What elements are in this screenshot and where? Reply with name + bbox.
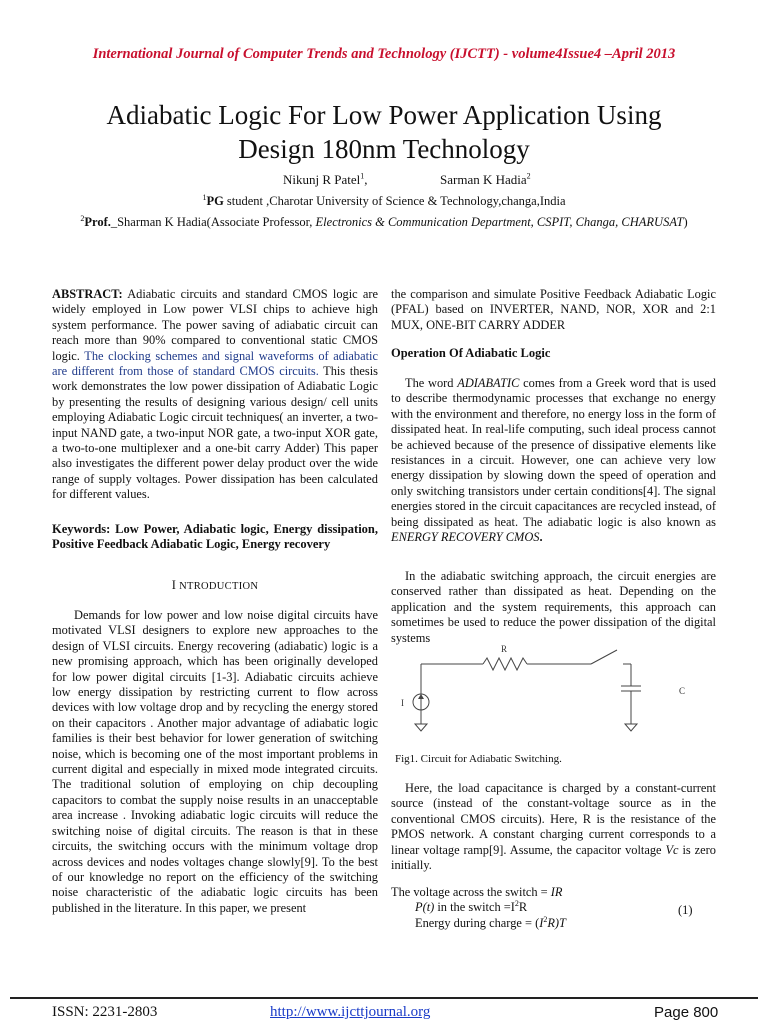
footer-issn: ISSN: 2231-2803: [52, 1004, 158, 1020]
adiabatic-switching-text: In the adiabatic switching approach, the circuit energies are conserved rather than dissipated as heat. Depending on the application and the system requirements, this approach can sometimes be used to reduce the power dissipation of the digital systems: [391, 569, 716, 645]
equation-line-1: The voltage across the switch = IR: [391, 885, 563, 899]
figure-caption: Fig1. Circuit for Adiabatic Switching.: [395, 753, 562, 765]
title-line-1: Adiabatic Logic For Low Power Application Using: [106, 100, 662, 130]
footer-page-number: Page 800: [654, 1004, 719, 1021]
load-capacitance-text: Here, the load capacitance is charged by a constant-current source (instead of the constant-voltage source as in the conventional CMOS circuits). Here, R is the resistance of the PMOS network. A constant charging current corresponds to a linear voltage ramp[9]. Assume, the capacitor voltage Vc is zero initially.: [391, 781, 716, 873]
right-intro-continuation: the comparison and simulate Positive Feedback Adiabatic Logic (PFAL) based on INVERTER, NAND, NOR, XOR and 2:1 MUX, ONE-BIT CARRY ADDER: [391, 287, 716, 332]
introduction-text: Demands for low power and low noise digital circuits have motivated VLSI designers to explore new approaches to the design of VLSI circuits. Energy recovering (adiabatic) logic is a new promising approach, which has been originally developed for low power digital circuits [1-3]. Adiabatic circuits achieve low energy dissipation by restricting current to flow across devices with low voltage drop and by recycling the energy stored on their capacitors . Another major advantage of adiabatic logic families is their best behavior for lower generation of switching noise, which is becoming one of the most important problems in current digital and especially in mixed mode integrated circuits. The traditional solution of employing on chip decoupling capacitors to combat the supply noise results in an unacceptable area increase . Invoking adiabatic logic circuits will reduce the switching noise of digital circuits. The reason is that in these circuits, the switching occurs with the minimum voltage drop across devices and nodes voltages change slowly[9]. To the best of our knowledge no report on the efficiency of the switching noise characteristic of the adiabatic logic circuits has been published in the literature. In this paper, we present: [52, 608, 378, 915]
current-label: I: [401, 698, 404, 708]
section-heading-introduction: I NTRODUCTION: [171, 578, 259, 592]
abstract-label: ABSTRACT:: [52, 287, 123, 301]
resistor-label: R: [501, 644, 508, 654]
resistor-symbol: [483, 658, 527, 670]
equation-line-2: P(t) in the switch $=I^2R$: [415, 899, 528, 915]
title-line-2: Design 180nm Technology: [238, 134, 530, 164]
equation-block: [391, 885, 711, 931]
paper-title: [20, 98, 748, 166]
footer-journal-link[interactable]: http://www.ijcttjournal.org: [270, 1004, 431, 1020]
equation-number: (1): [678, 903, 693, 917]
operation-text: The word ADIABATIC comes from a Greek word that is used to describe thermodynamic processes that exchange no energy with the environment and therefore, no energy loss in the form of dissipated heat. In real-life computing, such ideal process cannot be achieved because of the presence of dissipative elements like resistances in a circuit. However, one can achieve very low energy dissipation by slowing down the speed of operation and only switching transistors under certain conditions[4]. The signal energies stored in the circuit capacitances are recycled instead, of being dissipated as heat. The adiabatic logic is also known as ENERGY RECOVERY CMOS.: [391, 376, 716, 545]
switch-symbol: [591, 650, 617, 664]
ground-symbol-left: [415, 724, 427, 731]
keywords: Keywords: Low Power, Adiabatic logic, Energy dissipation, Positive Feedback Adiabatic Logic, Energy recovery: [52, 522, 378, 552]
section-heading-operation: Operation Of Adiabatic Logic: [391, 346, 551, 360]
equation-line-3: Energy during charge = $(I^2R)T$: [415, 914, 566, 930]
circuit-diagram: [395, 640, 715, 735]
journal-header: International Journal of Computer Trends and Technology (IJCTT) - volume4Issue4 –April 2013: [92, 46, 676, 62]
abstract: ABSTRACT: Adiabatic circuits and standard CMOS logic are widely employed in Low power VLSI chips to achieve high system performance. The power saving of adiabatic circuit can reach more than 90% compared to conventional static CMOS logic. The clocking schemes and signal waveforms of adiabatic are different from those of standard CMOS circuits. This thesis work demonstrates the low power dissipation of Adiabatic Logic by presenting the results of designing various design/ cell units employing Adiabatic Logic circuit techniques( an inverter, a two-input NAND gate, a two-input NOR gate, a two-input XOR gate, a two-to-one multiplexer and a one-bit carry Adder) This paper also investigates the different power delay product over the wide range of supply voltages. Power dissipation has been calculated for different values.: [52, 287, 378, 502]
affiliation-2: $^2$Prof._Sharman K Hadia(Associate Professor, Electronics & Communication Department, CSPIT, Changa, CHARUSAT): [80, 213, 688, 229]
author-1: Nikunj R Patel$^1$,: [283, 171, 368, 187]
ground-symbol-right: [625, 724, 637, 731]
footer-divider: [10, 997, 758, 999]
author-2: Sarman K Hadia$^2$: [440, 171, 531, 187]
capacitor-label: C: [679, 686, 686, 696]
affiliation-1: $^1$PG student ,Charotar University of Science & Technology,changa,India: [202, 192, 566, 208]
